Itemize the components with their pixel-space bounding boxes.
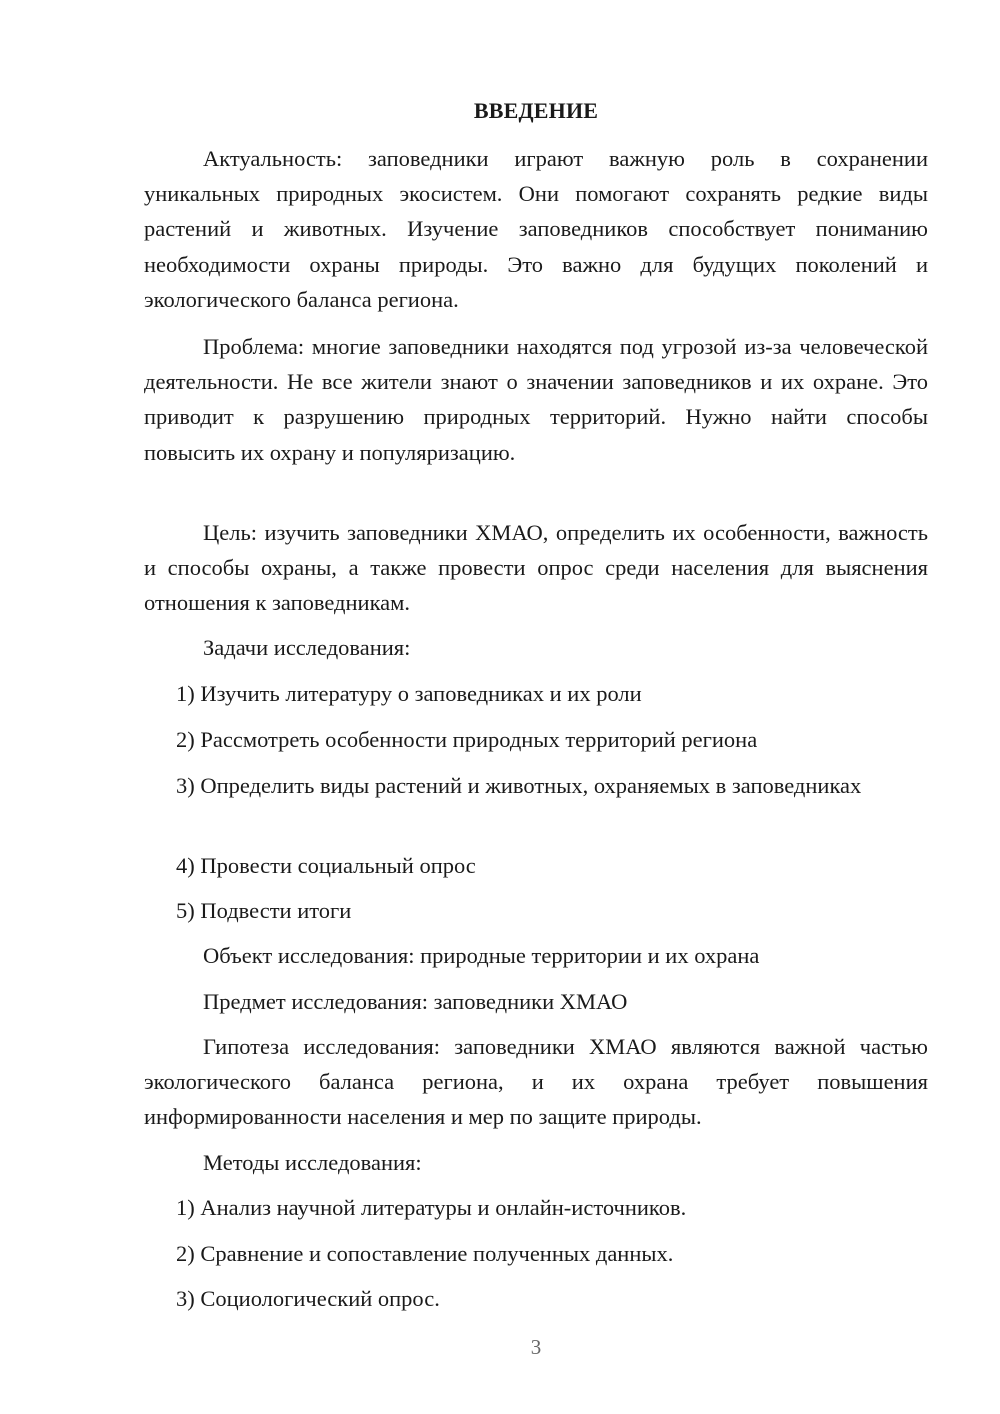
subject-paragraph: Предмет исследования: заповедники ХМАО [203,989,628,1014]
method-item-3: 3) Социологический опрос. [176,1286,440,1311]
task-item-4: 4) Провести социальный опрос [176,853,476,878]
task-item-5: 5) Подвести итоги [176,898,352,923]
page-number: 3 [530,1335,542,1359]
method-item-2: 2) Сравнение и сопоставление полученных данных. [176,1241,674,1266]
relevance-paragraph: Актуальность: заповедники играют важную роль в сохранении уникальных природных экосистем. Они помогают сохранять редкие виды растений и животных. Изучение заповедников способствует пониманию необходимости охраны природы. Это важно для будущих поколений и экологического баланса региона. [144,146,928,312]
task-item-3: 3) Определить виды растений и животных, охраняемых в заповедниках [176,773,862,798]
object-paragraph: Объект исследования: природные территории и их охрана [203,943,760,968]
methods-title: Методы исследования: [203,1150,422,1175]
method-item-1: 1) Анализ научной литературы и онлайн-источников. [176,1195,687,1220]
task-item-1: 1) Изучить литературу о заповедниках и их роли [176,681,642,706]
goal-paragraph: Цель: изучить заповедники ХМАО, определить их особенности, важность и способы охраны, а также провести опрос среди населения для выяснения отношения к заповедникам. [144,520,928,616]
task-item-2: 2) Рассмотреть особенности природных территорий региона [176,727,758,752]
page-heading: ВВЕДЕНИЕ [473,98,599,123]
hypothesis-paragraph: Гипотеза исследования: заповедники ХМАО являются важной частью экологического баланса региона, и их охрана требует повышения информированности населения и мер по защите природы. [144,1034,928,1130]
tasks-title: Задачи исследования: [203,635,411,660]
problem-paragraph: Проблема: многие заповедники находятся под угрозой из-за человеческой деятельности. Не все жители знают о значении заповедников и их охране. Это приводит к разрушению природных территорий. Нужно найти способы повысить их охрану и популяризацию. [144,334,928,465]
